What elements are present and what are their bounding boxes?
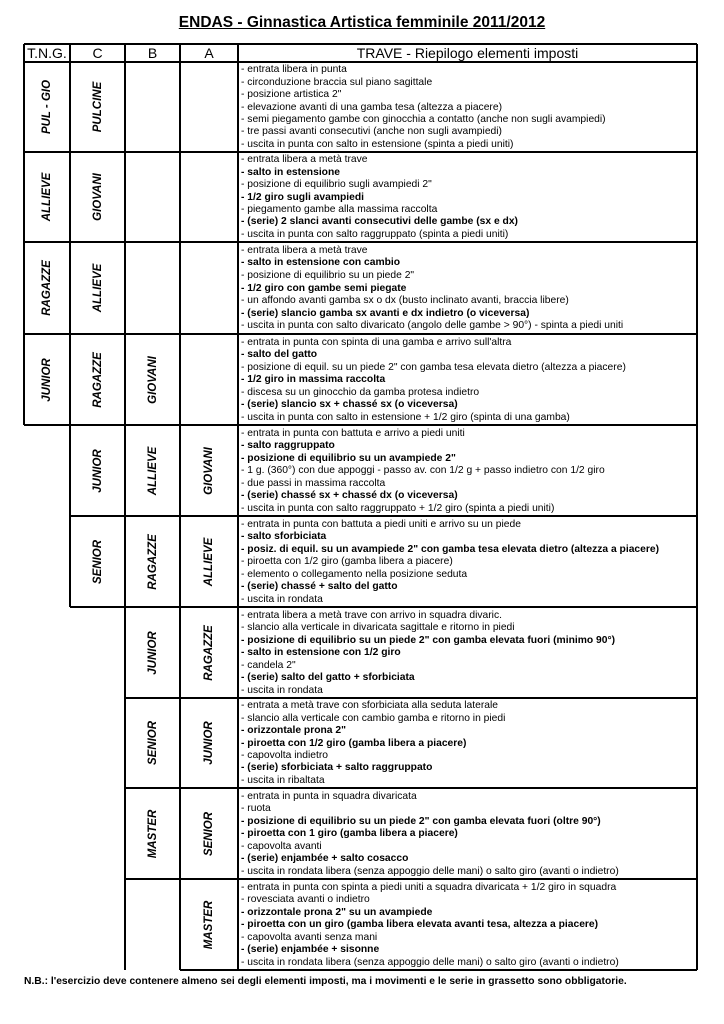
section-row — [238, 152, 697, 242]
category-label-tng: JUNIOR — [41, 357, 53, 402]
element-line: - entrata in punta in squadra divaricata — [241, 790, 417, 802]
element-line: - uscita in punta con salto raggruppato (spinta a piedi uniti) — [241, 228, 509, 240]
element-line: - semi piegamento gambe con ginocchia a contatto (anche non sugli avampiedi) — [241, 113, 606, 125]
element-line: - rovesciata avanti o indietro — [241, 894, 370, 905]
element-line: - salto in estensione con 1/2 giro — [241, 647, 401, 658]
element-line: - salto in estensione con cambio — [241, 257, 401, 269]
category-label-tng: PUL - GIO — [41, 79, 53, 135]
section-row — [238, 242, 697, 334]
element-line: - tre passi avanti consecutivi (anche non sugli avampiedi) — [241, 126, 502, 138]
element-line: - entrata a metà trave con sforbiciata alla seduta laterale — [241, 700, 498, 712]
element-line: - piroetta con 1/2 giro (gamba libera a piacere) — [241, 737, 467, 749]
element-line: - posizione di equilibrio su un avampiede 2" — [241, 452, 456, 464]
category-label-b: JUNIOR — [146, 630, 159, 675]
category-label-b: SENIOR — [146, 720, 159, 766]
category-label-a: MASTER — [203, 900, 215, 949]
category-label-a: GIOVANI — [203, 446, 215, 495]
element-line: - salto raggruppato — [241, 440, 335, 451]
element-line: - capovolta avanti senza mani — [241, 931, 378, 943]
element-line: - salto in estensione — [241, 166, 340, 178]
element-line: - entrata libera a metà trave — [241, 244, 368, 256]
element-line: - capovolta indietro — [241, 749, 329, 761]
element-line: - uscita in rondata — [241, 684, 323, 696]
category-label-a: SENIOR — [203, 811, 215, 856]
element-line: - orizzontale prona 2" — [241, 725, 347, 737]
header-tng: T.N.G. — [27, 45, 67, 61]
category-label-a: JUNIOR — [203, 721, 215, 765]
element-line: - candela 2" — [241, 659, 296, 671]
element-line: - (serie) slancio gamba sx avanti e dx indietro (o viceversa) — [241, 307, 530, 319]
section-row — [238, 516, 697, 607]
element-line: - uscita in rondata libera (senza appoggio delle mani) o salto giro (avanti o indietro) — [241, 956, 619, 968]
element-line: - posiz. di equil. su un avampiede 2" con gamba tesa elevata dietro (altezza a piacere) — [241, 543, 660, 555]
element-line: - (serie) chassé + salto del gatto — [241, 581, 398, 592]
element-line: - 1/2 giro con gambe semi piegate — [241, 282, 407, 294]
element-line: - uscita in punta con salto in estensione + 1/2 giro (spinta di una gamba) — [241, 411, 570, 423]
element-line: - (serie) 2 slanci avanti consecutivi delle gambe (sx e dx) — [241, 216, 518, 228]
header-b: B — [147, 45, 158, 61]
section-row — [238, 879, 697, 970]
element-line: - posizione di equilibrio su un piede 2" con gamba elevata fuori (minimo 90°) — [241, 634, 616, 646]
element-line: - posizione di equilibrio su un piede 2" con gamba elevata fuori (oltre 90°) — [241, 815, 601, 827]
element-line: - entrata libera a metà trave — [241, 154, 368, 166]
category-label-c: ALLIEVE — [91, 263, 104, 313]
element-line: - posizione di equil. su un piede 2" con gamba tesa elevata dietro (altezza a piacere) — [241, 361, 626, 373]
element-line: - uscita in rondata libera (senza appoggio delle mani) o salto giro (avanti o indietro) — [241, 865, 619, 877]
header-trave: TRAVE - Riepilogo elementi imposti — [356, 45, 579, 61]
element-line: - slancio alla verticale con cambio gamba e ritorno in piedi — [241, 712, 506, 724]
element-line: - uscita in rondata — [241, 593, 323, 605]
category-label-tng: ALLIEVE — [41, 172, 53, 222]
element-line: - due passi in massima raccolta — [241, 477, 386, 489]
category-label-b: ALLIEVE — [146, 446, 159, 495]
element-line: - (serie) chassé sx + chassé dx (o viceversa) — [241, 490, 458, 501]
section-row — [238, 334, 697, 425]
element-line: - (serie) salto del gatto + sforbiciata — [241, 672, 415, 683]
category-label-tng: RAGAZZE — [41, 260, 53, 316]
element-line: - circonduzione braccia sul piano sagittale — [241, 76, 433, 88]
category-label-c: GIOVANI — [91, 173, 104, 221]
section-row — [238, 788, 697, 879]
element-line: - salto del gatto — [241, 349, 318, 360]
footnote: N.B.: l'esercizio deve contenere almeno sei degli elementi imposti, ma i movimenti e le serie in grassetto sono obbligatorie. — [24, 976, 627, 987]
category-label-b: MASTER — [146, 809, 159, 858]
element-line: - entrata in punta con battuta a piedi uniti e arrivo su un piede — [241, 518, 521, 530]
element-line: - posizione di equilibrio sugli avampiedi 2" — [241, 179, 432, 191]
category-label-b: GIOVANI — [146, 355, 159, 404]
element-line: - (serie) enjambée + sisonne — [241, 944, 380, 955]
element-line: - piroetta con 1/2 giro (gamba libera a piacere) — [241, 556, 453, 567]
element-line: - discesa su un ginocchio da gamba protesa indietro — [241, 386, 480, 398]
section-row — [238, 62, 697, 152]
element-line: - uscita in punta con salto raggruppato + 1/2 giro (spinta a piedi uniti) — [241, 502, 555, 514]
element-line: - capovolta avanti — [241, 840, 322, 852]
category-label-c: PULCINE — [91, 81, 104, 133]
element-line: - piroetta con un giro (gamba libera elevata avanti tesa, altezza a piacere) — [241, 919, 599, 930]
element-line: - posizione artistica 2" — [241, 89, 342, 101]
element-line: - (serie) enjambée + salto cosacco — [241, 853, 409, 864]
element-line: - ruota — [241, 803, 271, 814]
element-line: - entrata libera a metà trave con arrivo in squadra divaric. — [241, 609, 502, 621]
element-line: - 1 g. (360°) con due appoggi - passo av. con 1/2 g + passo indietro con 1/2 giro — [241, 465, 605, 476]
element-line: - slancio alla verticale in divaricata sagittale e ritorno in piedi — [241, 622, 515, 633]
element-line: - uscita in punta con salto in estensione (spinta a piedi uniti) — [241, 138, 514, 150]
category-label-a: RAGAZZE — [203, 624, 215, 681]
element-line: - elemento o collegamento nella posizione seduta — [241, 568, 468, 580]
category-label-a: ALLIEVE — [203, 537, 215, 586]
element-line: - uscita in ribaltata — [241, 774, 325, 786]
element-line: - 1/2 giro in massima raccolta — [241, 374, 386, 385]
element-line: - salto sforbiciata — [241, 531, 327, 542]
section-row — [238, 607, 697, 698]
category-label-c: RAGAZZE — [91, 351, 104, 408]
page-title: ENDAS - Ginnastica Artistica femminile 2011/2012 — [178, 14, 546, 31]
element-line: - entrata in punta con spinta di una gamba e arrivo sull'altra — [241, 336, 512, 348]
element-line: - posizione di equilibrio su un piede 2" — [241, 269, 415, 281]
element-line: - entrata libera in punta — [241, 64, 347, 76]
element-line: - piegamento gambe alla massima raccolta — [241, 203, 438, 215]
header-a: A — [204, 45, 214, 61]
element-line: - (serie) sforbiciata + salto raggruppato — [241, 762, 433, 774]
element-line: - orizzontale prona 2" su un avampiede — [241, 906, 433, 918]
category-label-c: JUNIOR — [91, 448, 104, 493]
element-line: - (serie) slancio sx + chassé sx (o viceversa) — [241, 399, 458, 410]
category-label-b: RAGAZZE — [146, 533, 159, 590]
category-label-c: SENIOR — [91, 539, 104, 584]
section-row — [238, 698, 697, 788]
element-line: - un affondo avanti gamba sx o dx (busto inclinato avanti, braccia libere) — [241, 295, 569, 307]
element-line: - uscita in punta con salto divaricato (angolo delle gambe > 90°) - spinta a piedi uniti — [241, 320, 624, 332]
element-line: - entrata in punta con battuta e arrivo a piedi uniti — [241, 427, 465, 439]
element-line: - piroetta con 1 giro (gamba libera a piacere) — [241, 828, 458, 839]
element-line: - elevazione avanti di una gamba tesa (altezza a piacere) — [241, 101, 503, 113]
header-c: C — [92, 45, 103, 61]
element-line: - 1/2 giro sugli avampiedi — [241, 191, 365, 203]
element-line: - entrata in punta con spinta a piedi uniti a squadra divaricata + 1/2 giro in squadra — [241, 881, 617, 893]
section-row — [238, 425, 697, 516]
